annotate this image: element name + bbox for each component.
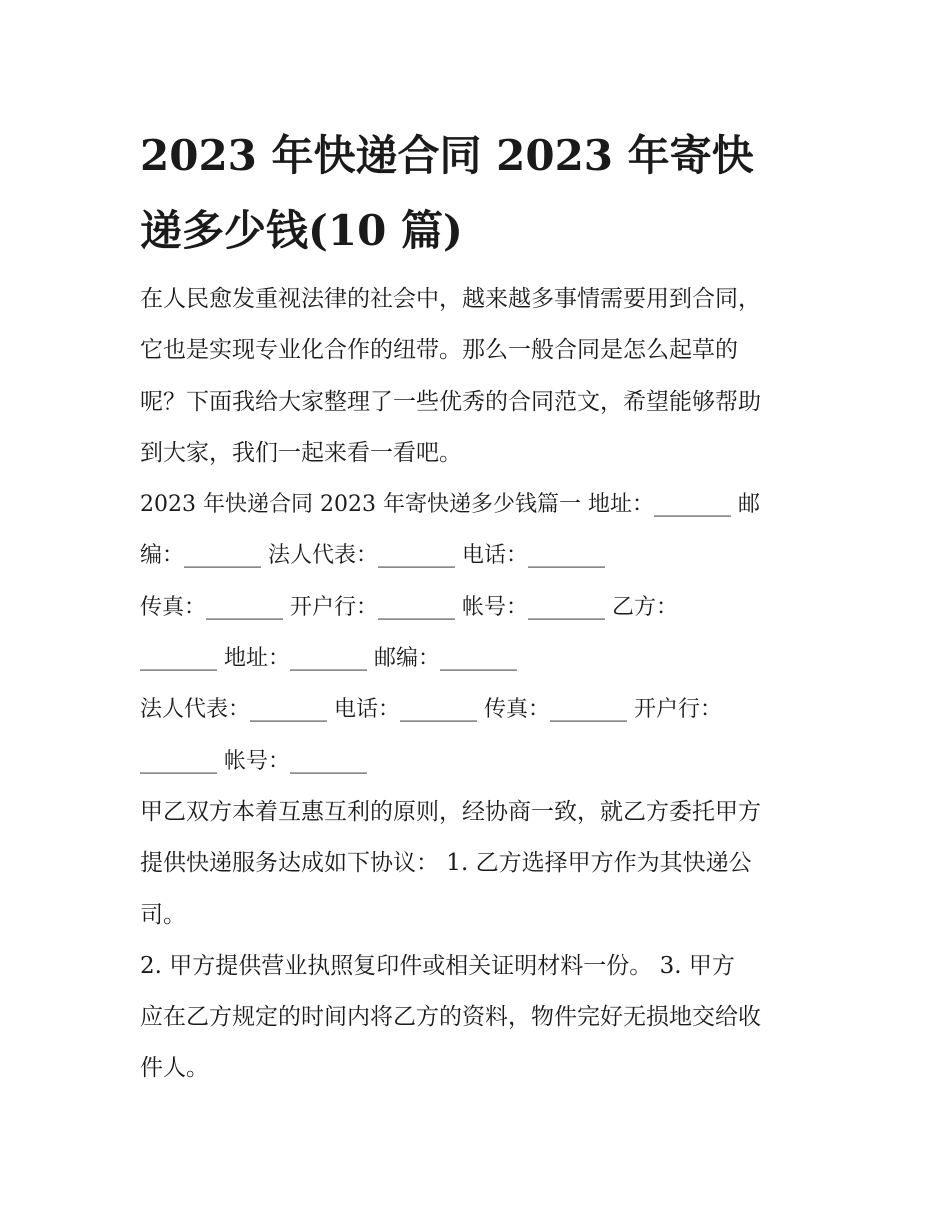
body-line: 法人代表：_______ 电话：_______ 传真：_______ 开户行： [140, 697, 722, 723]
body-line: 件人。 [140, 1055, 209, 1082]
body-line: 到大家，我们一起来看一看吧。 [140, 439, 462, 466]
body-line: 呢？下面我给大家整理了一些优秀的合同范文，希望能够帮助 [140, 388, 761, 415]
body-line: 司。 [140, 901, 186, 928]
title-line-1: 2023 年快递合同 2023 年寄快 [140, 131, 754, 180]
body-line: 2023 年快递合同 2023 年寄快递多少钱篇一 地址：_______ 邮 [140, 492, 760, 518]
document-title [140, 118, 820, 268]
body-line: 提供快递服务达成如下协议： 1. 乙方选择甲方作为其快递公 [140, 850, 752, 877]
body-line: _______ 帐号：_______ [140, 748, 367, 774]
body-line: 在人民愈发重视法律的社会中，越来越多事情需要用到合同， [140, 286, 761, 312]
document-page [140, 118, 820, 1095]
title-line-2: 递多少钱(10 篇) [140, 206, 463, 255]
body-line: 它也是实现专业化合作的纽带。那么一般合同是怎么起草的 [140, 337, 738, 364]
body-line: 甲乙双方本着互惠互利的原则，经协商一致，就乙方委托甲方 [140, 798, 761, 825]
body-line: 编：_______ 法人代表：_______ 电话：_______ [140, 543, 605, 569]
body-line: 传真：_______ 开户行：_______ 帐号：_______ 乙方： [140, 594, 678, 620]
body-line: _______ 地址：_______ 邮编：_______ [140, 646, 517, 672]
body-line: 2. 甲方提供营业执照复印件或相关证明材料一份。 3. 甲方 [140, 952, 735, 979]
document-body [140, 274, 820, 1095]
body-line: 应在乙方规定的时间内将乙方的资料，物件完好无损地交给收 [140, 1004, 761, 1031]
